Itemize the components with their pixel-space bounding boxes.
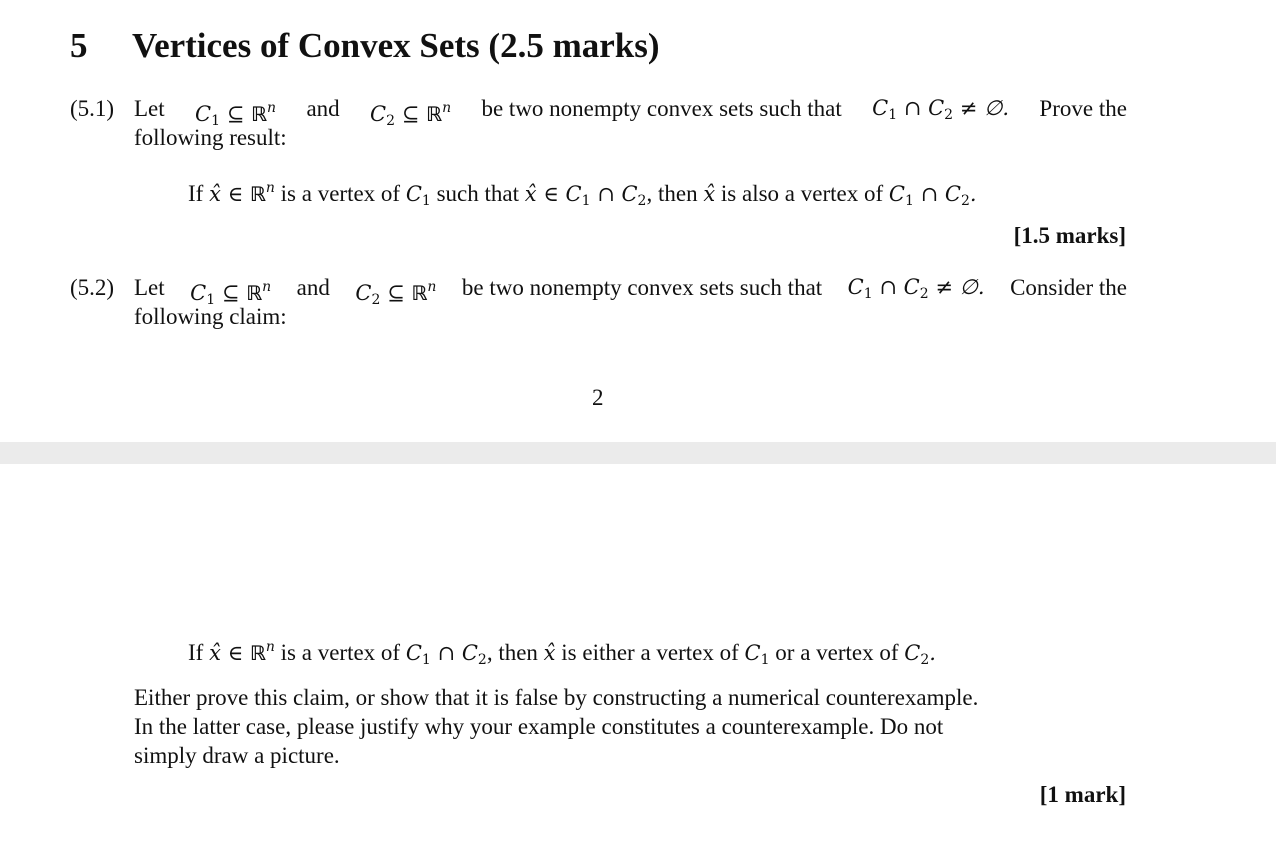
question-5-2-instructions-line-2: In the latter case, please justify why your example constitutes a counterexample. Do not bbox=[134, 714, 944, 739]
page-separator bbox=[0, 442, 1276, 464]
question-5-2-instructions-line-1: Either prove this claim, or show that it is false by constructing a numerical counterexample. bbox=[134, 685, 979, 710]
math-intersection-nonempty: $C_1$ ∩ $C_2$ ≠ ∅. bbox=[847, 275, 985, 302]
words-then: , then bbox=[486, 640, 538, 665]
words-be-two-sets: be two nonempty convex sets such that bbox=[481, 96, 842, 121]
math-c2-subset: $C_2$ ⊆ ℝ$^n$ bbox=[355, 279, 437, 308]
words-is-also-a-vertex-of: is also a vertex of bbox=[720, 181, 884, 206]
words-be-two-sets: be two nonempty convex sets such that bbox=[461, 275, 823, 300]
math-xhat-in-rn: x̂ ∈ ℝ$^n$ bbox=[209, 639, 275, 665]
question-5-1-marks: [1.5 marks] bbox=[1013, 223, 1126, 248]
math-xhat-in-intersection: x̂ ∈ $C_1$ ∩ $C_2$ bbox=[524, 182, 647, 209]
section-title: Vertices of Convex Sets (2.5 marks) bbox=[132, 26, 660, 65]
question-5-2-claim bbox=[188, 633, 936, 675]
words-such-that: such that bbox=[436, 181, 519, 206]
math-xhat: x̂ bbox=[543, 641, 556, 665]
page-number: 2 bbox=[592, 385, 604, 410]
question-5-1-statement bbox=[188, 174, 977, 216]
page-bottom bbox=[0, 464, 1276, 844]
section-number: 5 bbox=[70, 26, 88, 65]
words-is-a-vertex-of: is a vertex of bbox=[280, 181, 401, 206]
math-c1-subset: $C_1$ ⊆ ℝ$^n$ bbox=[190, 279, 272, 308]
math-c1: $C_1$ bbox=[405, 182, 431, 209]
math-xhat: x̂ bbox=[703, 182, 716, 206]
math-c2-end: $C_2$. bbox=[904, 641, 936, 668]
question-5-2-line-2: following claim: bbox=[134, 304, 287, 329]
word-let: Let bbox=[134, 275, 165, 300]
math-intersection: $C_1$ ∩ $C_2$ bbox=[405, 641, 487, 668]
question-5-1-label: (5.1) bbox=[70, 96, 115, 121]
question-5-2-marks: [1 mark] bbox=[1039, 782, 1126, 807]
word-if: If bbox=[188, 640, 204, 665]
words-is-a-vertex-of: is a vertex of bbox=[280, 640, 401, 665]
question-5-1-line-2: following result: bbox=[134, 125, 287, 150]
words-or-a-vertex-of: or a vertex of bbox=[775, 640, 899, 665]
question-5-2-label: (5.2) bbox=[70, 275, 115, 300]
word-and: and bbox=[306, 96, 340, 121]
word-and: and bbox=[296, 275, 330, 300]
math-intersection-nonempty: $C_1$ ∩ $C_2$ ≠ ∅. bbox=[872, 96, 1010, 123]
words-then: , then bbox=[646, 181, 698, 206]
words-consider-the: Consider the bbox=[1010, 275, 1127, 300]
question-5-2-instructions-line-3: simply draw a picture. bbox=[134, 743, 340, 768]
math-c2-subset: $C_2$ ⊆ ℝ$^n$ bbox=[370, 100, 452, 129]
words-prove-the: Prove the bbox=[1039, 96, 1127, 121]
math-xhat-in-rn: x̂ ∈ ℝ$^n$ bbox=[209, 180, 275, 206]
math-intersection-end: $C_1$ ∩ $C_2$. bbox=[888, 182, 977, 209]
math-c1: $C_1$ bbox=[744, 641, 770, 668]
word-if: If bbox=[188, 181, 204, 206]
words-is-either-a-vertex-of: is either a vertex of bbox=[561, 640, 739, 665]
word-let: Let bbox=[134, 96, 165, 121]
math-c1-subset: $C_1$ ⊆ ℝ$^n$ bbox=[195, 100, 277, 129]
